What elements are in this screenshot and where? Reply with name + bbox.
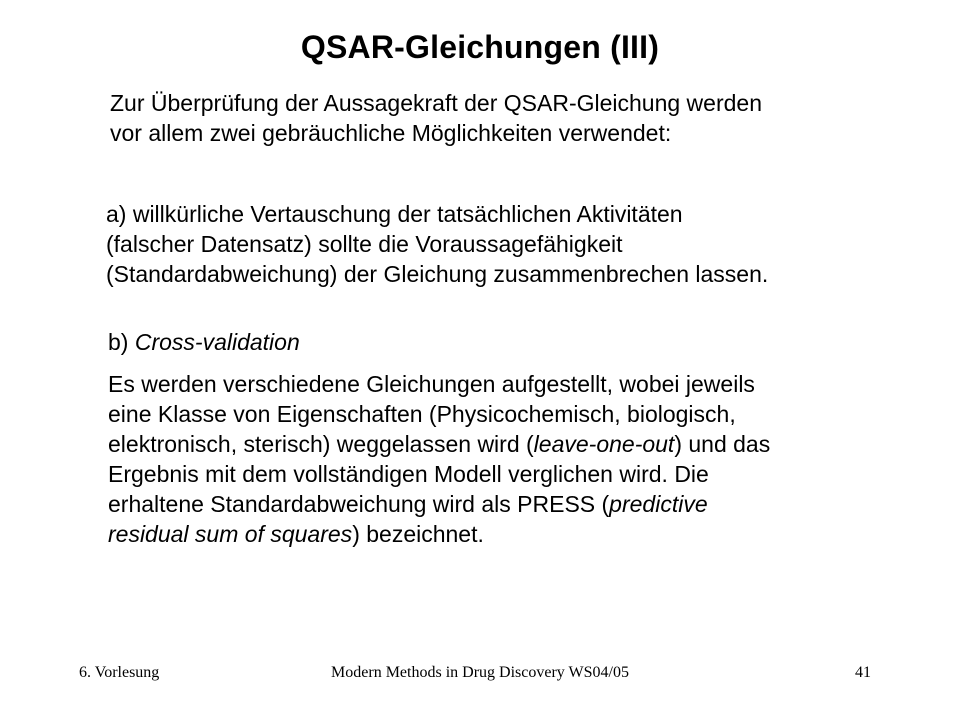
part-b-line [108,429,898,459]
part-b-line: Es werden verschiedene Gleichungen aufgestellt, wobei jeweils [108,371,755,397]
part-b-heading-italic: Cross-validation [134,329,300,355]
part-a-paragraph [106,199,896,289]
part-b-paragraph [108,369,898,549]
part-b-text: ) und das [674,431,771,457]
footer-lecture-label: 6. Vorlesung [79,664,160,681]
intro-paragraph [110,88,900,148]
part-a-line: a) willkürliche Vertauschung der tatsächlichen Aktivitäten [106,201,683,227]
part-b-italic-term: predictive [609,491,708,517]
slide-title: QSAR-Gleichungen (III) [300,29,660,65]
part-b-heading [108,327,898,357]
footer-course-title: Modern Methods in Drug Discovery WS04/05 [331,664,629,681]
part-b-italic-term: residual sum of squares [108,521,353,547]
part-b-text: elektronisch, sterisch) weggelassen wird ( [108,431,534,457]
part-b-text: erhaltene Standardabweichung wird als PRESS ( [108,491,610,517]
part-b-line [108,519,898,549]
footer-page-number: 41 [855,664,871,681]
part-a-line: (falscher Datensatz) sollte die Voraussagefähigkeit [106,231,623,257]
part-b-text: ) bezeichnet. [352,521,484,547]
part-b-line: Ergebnis mit dem vollständigen Modell verglichen wird. Die [108,461,709,487]
part-b-line [108,489,898,519]
part-b-line: eine Klasse von Eigenschaften (Physicochemisch, biologisch, [108,401,736,427]
part-a-line: (Standardabweichung) der Gleichung zusammenbrechen lassen. [106,261,769,287]
intro-line: Zur Überprüfung der Aussagekraft der QSAR-Gleichung werden [110,90,762,116]
part-b-italic-term: leave-one-out [533,431,675,457]
part-b-heading-prefix: b) [108,329,135,355]
intro-line: vor allem zwei gebräuchliche Möglichkeiten verwendet: [110,120,672,146]
